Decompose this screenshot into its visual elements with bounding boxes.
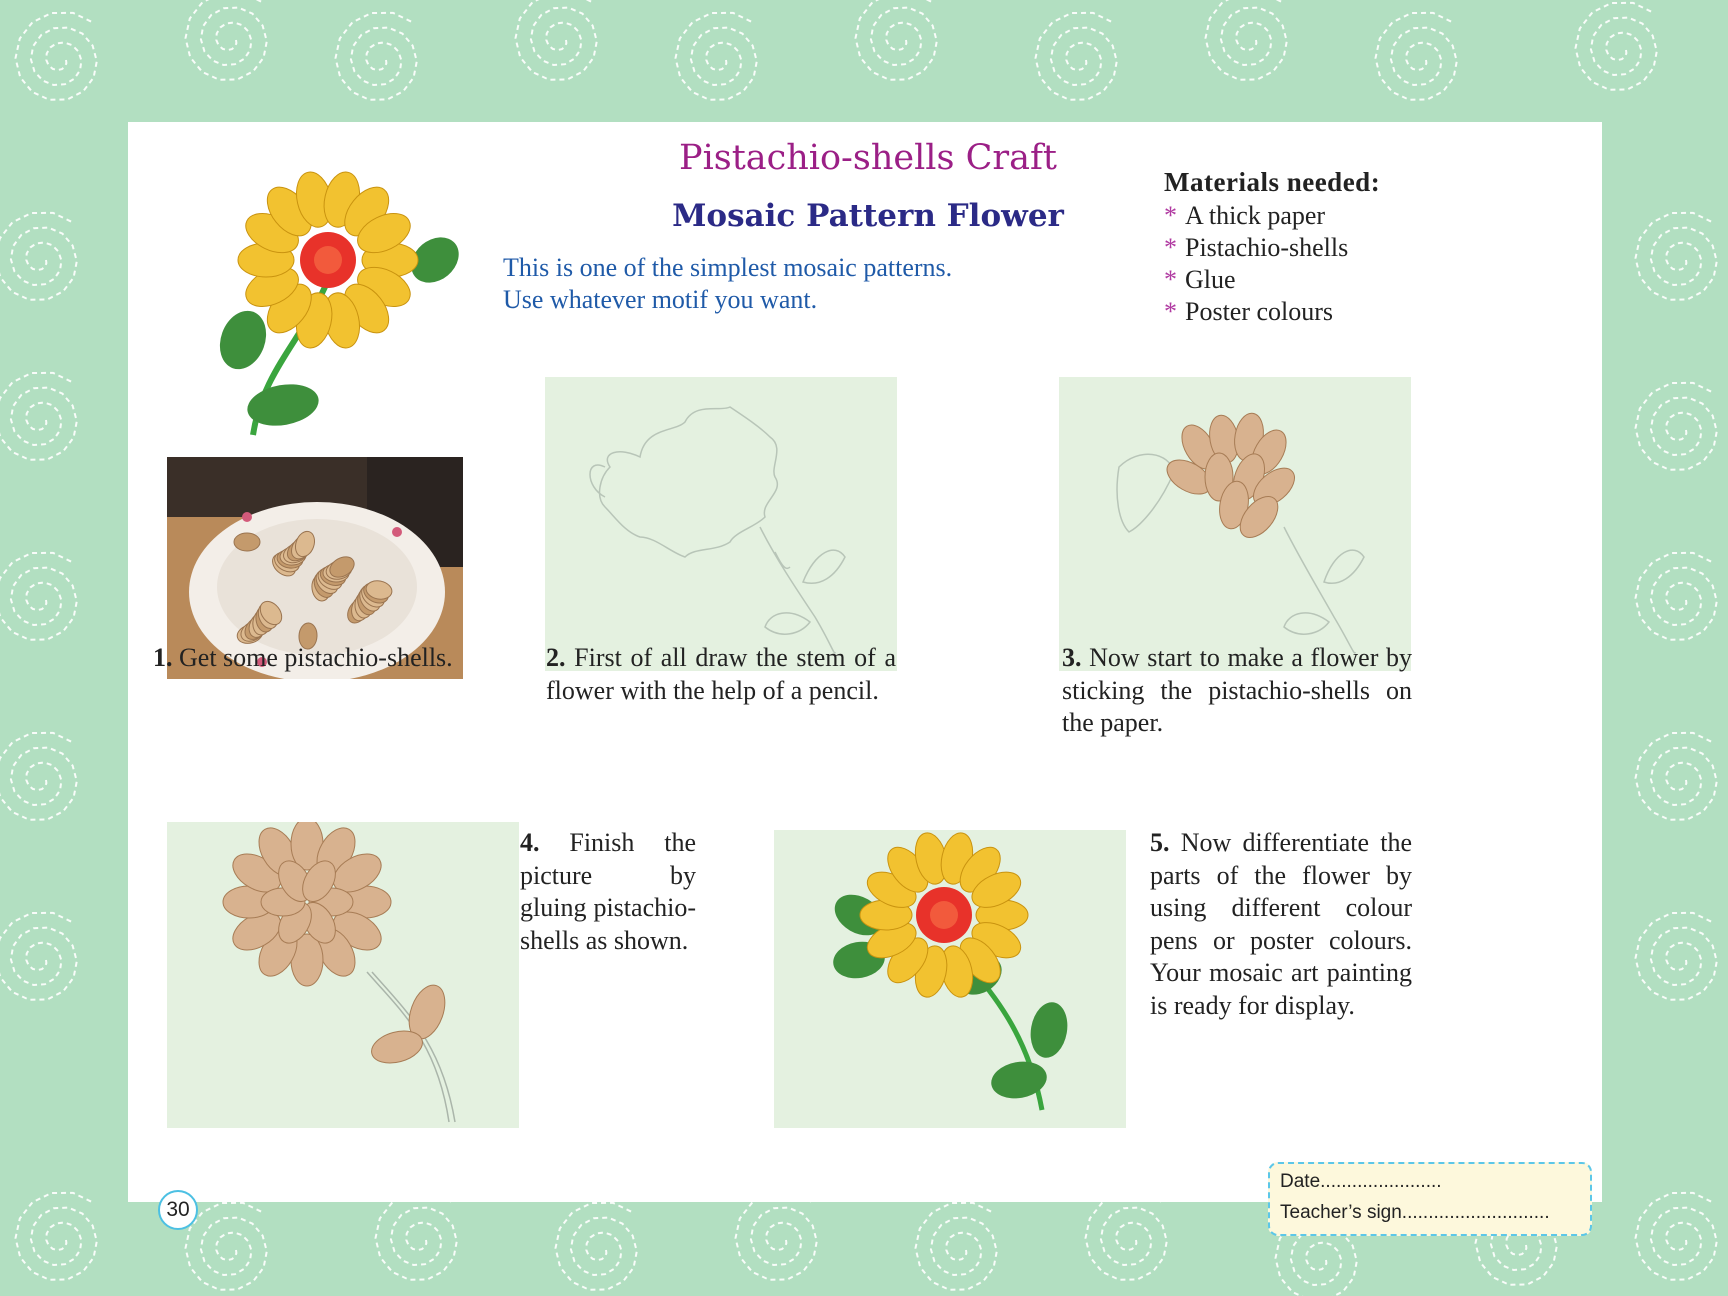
bullet-star: * bbox=[1164, 201, 1177, 230]
step-4-panel bbox=[167, 822, 519, 1128]
step-5-panel bbox=[774, 830, 1126, 1128]
partial-shell-flower bbox=[1059, 377, 1411, 671]
colored-flower-illustration bbox=[183, 150, 473, 450]
material-item: * Glue bbox=[1164, 265, 1236, 294]
step-2-panel bbox=[545, 377, 897, 671]
intro-text bbox=[503, 252, 1023, 316]
page-subtitle: Mosaic Pattern Flower bbox=[672, 198, 1064, 234]
date-label: Date....................... bbox=[1280, 1171, 1442, 1192]
page-title: Pistachio-shells Craft bbox=[679, 138, 1057, 178]
step-4-caption: 4. Finish the picture by gluing pistachio-shells as shown. bbox=[520, 828, 696, 955]
teacher-sign-label: Teacher’s sign............................ bbox=[1280, 1202, 1550, 1223]
materials-list bbox=[1164, 166, 1584, 328]
materials-heading: Materials needed: bbox=[1164, 167, 1381, 197]
intro-line-1: This is one of the simplest mosaic patterns. bbox=[503, 253, 953, 282]
bullet-star: * bbox=[1164, 297, 1177, 326]
step-5-caption: 5. Now differentiate the parts of the flower by using different colour pens or poster colours. Your mosaic art painting is ready for display. bbox=[1150, 828, 1412, 1020]
full-shell-flower bbox=[167, 822, 519, 1128]
page-number: 30 bbox=[158, 1190, 198, 1230]
bullet-star: * bbox=[1164, 265, 1177, 294]
step-2-caption: 2. First of all draw the stem of a flower with the help of a pencil. bbox=[546, 643, 896, 705]
bullet-star: * bbox=[1164, 233, 1177, 262]
material-item: * A thick paper bbox=[1164, 201, 1326, 230]
step-1-caption: 1. Get some pistachio-shells. bbox=[153, 643, 453, 672]
step-3-caption: 3. Now start to make a flower by sticking the pistachio-shells on the paper. bbox=[1062, 643, 1412, 737]
painted-shell-flower bbox=[774, 830, 1126, 1128]
material-item: * Poster colours bbox=[1164, 297, 1334, 326]
date-teacher-sign-box bbox=[1268, 1162, 1592, 1236]
material-item: * Pistachio-shells bbox=[1164, 233, 1349, 262]
pencil-outline-drawing bbox=[545, 377, 897, 671]
intro-line-2: Use whatever motif you want. bbox=[503, 285, 818, 314]
step-3-panel bbox=[1059, 377, 1411, 671]
